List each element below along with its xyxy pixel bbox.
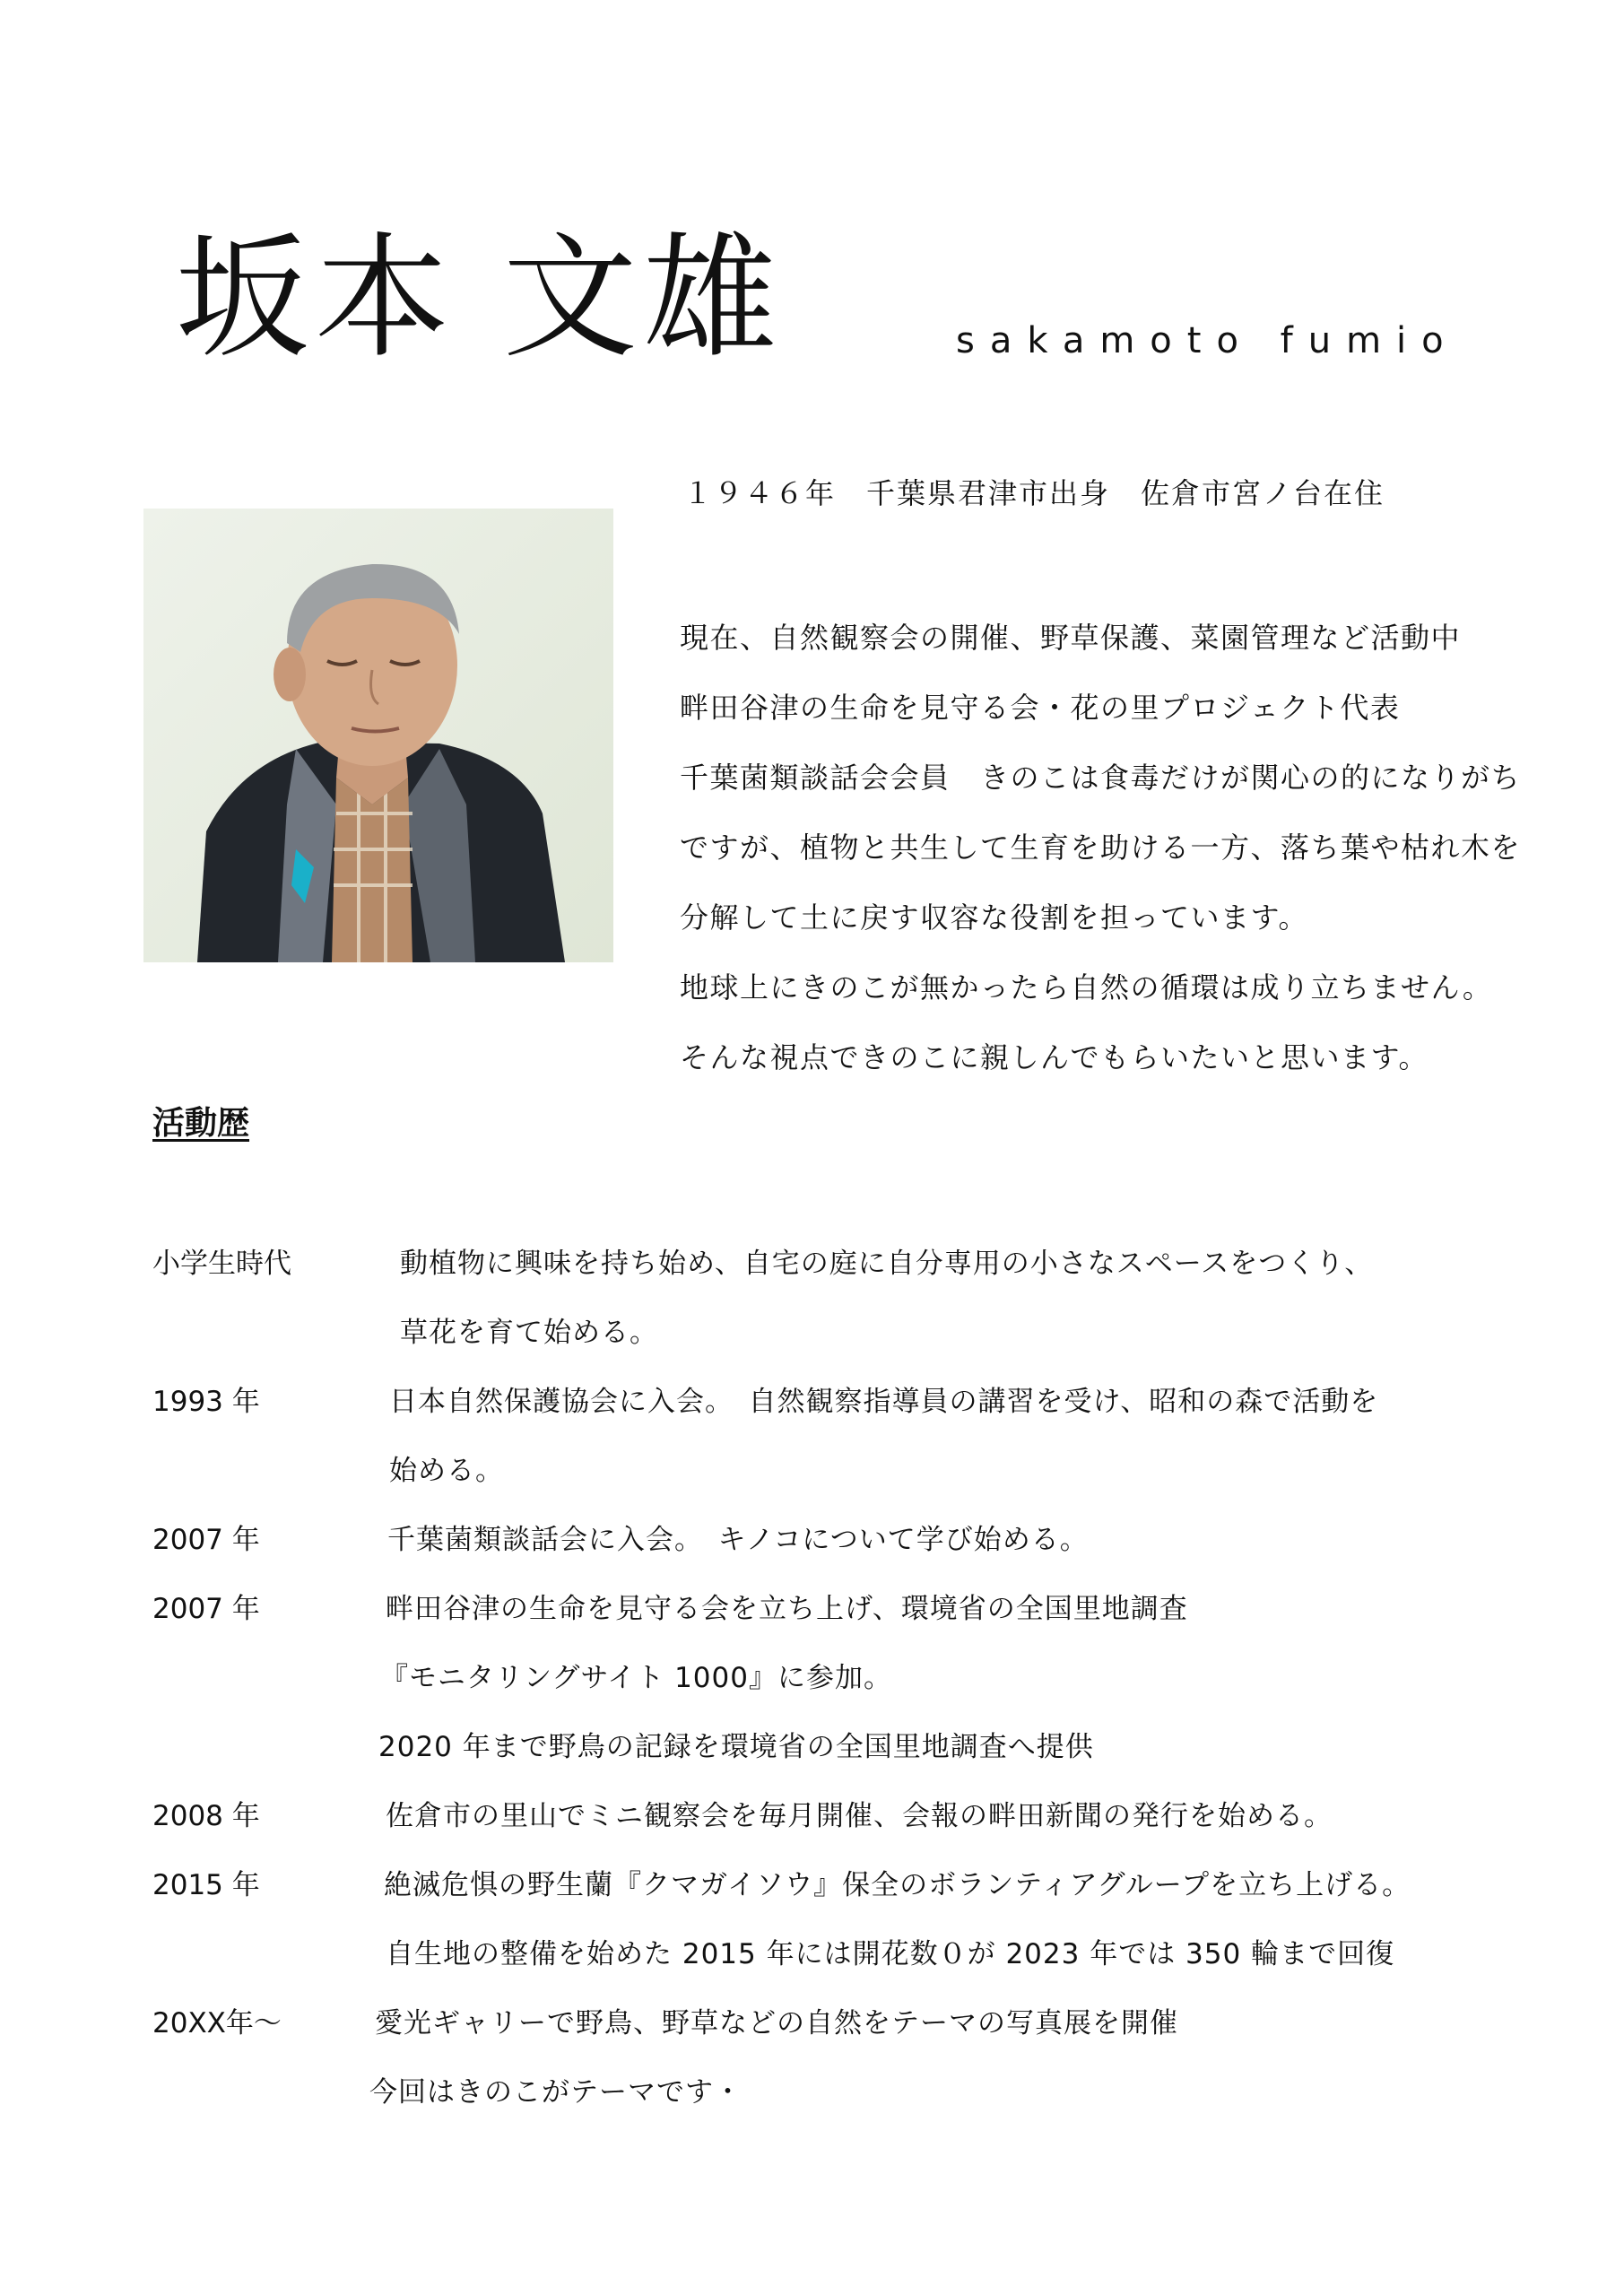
bio-line: 畔田谷津の生命を見守る会・花の里プロジェクト代表 [680,691,1401,725]
bio-line: そんな視点できのこに親しんでもらいたいと思います。 [680,1040,1429,1074]
history-entry-line: 始める。 [389,1455,504,1487]
history-entry-label: 1993 年 [152,1386,260,1418]
birth-info: １９４６年 千葉県君津市出身 佐倉市宮ノ台在住 [683,476,1385,510]
bio-block [680,603,1521,1092]
history-entry-label: 2008 年 [152,1800,260,1832]
history-entry-label: 2007 年 [152,1593,260,1625]
history-entry-line: 絶滅危惧の野生蘭『クマガイソウ』保全のボランティアグループを立ち上げる。 [384,1869,1411,1901]
bio-line: 地球上にきのこが無かったら自然の循環は成り立ちません。 [680,970,1493,1004]
history-entry-line: 愛光ギャリーで野鳥、野草などの自然をテーマの写真展を開催 [375,2007,1178,2039]
history-entry-label: 小学生時代 [152,1248,291,1280]
history-entry-line: 2020 年まで野鳥の記録を環境省の全国里地調査へ提供 [378,1731,1094,1763]
history-heading: 活動歴 [152,1105,250,1142]
history-entry-line: 動植物に興味を持ち始め、自宅の庭に自分専用の小さなスペースをつくり、 [400,1248,1374,1280]
history-entry-label: 2007 年 [152,1524,260,1556]
bio-line: 現在、自然観察会の開催、野草保護、菜園管理など活動中 [680,621,1462,655]
bio-line: ですが、植物と共生して生育を助ける一方、落ち葉や枯れ木を [680,831,1522,865]
person-name-roman: sakamoto fumio [956,320,1459,361]
history-entry-line: 『モニタリングサイト 1000』に参加。 [380,1662,892,1694]
history-entry-line: 佐倉市の里山でミニ観察会を毎月開催、会報の畔田新聞の発行を始める。 [386,1800,1333,1832]
history-entry-label: 20XX年～ [152,2007,282,2039]
history-entry-line: 自生地の整備を始めた 2015 年には開花数０が 2023 年では 350 輪まで回復 [386,1938,1395,1970]
history-entry-line: 今回はきのこがテーマです・ [369,2076,743,2109]
history-entry-line: 草花を育て始める。 [400,1317,658,1349]
history-entry-label: 2015 年 [152,1869,260,1901]
history-entry-line: 千葉菌類談話会に入会。 キノコについて学び始める。 [387,1524,1089,1556]
portrait-photo [143,509,613,962]
history-entry-line: 日本自然保護協会に入会。 自然観察指導員の講習を受け、昭和の森で活動を [389,1386,1379,1418]
bio-line: 千葉菌類談話会会員 きのこは食毒だけが関心の的になりがち [680,761,1522,795]
history-entry-line: 畔田谷津の生命を見守る会を立ち上げ、環境省の全国里地調査 [386,1593,1188,1625]
person-name-kanji: 坂本 文雄 [175,221,783,377]
bio-line: 分解して土に戻す収容な役割を担っています。 [680,900,1308,935]
